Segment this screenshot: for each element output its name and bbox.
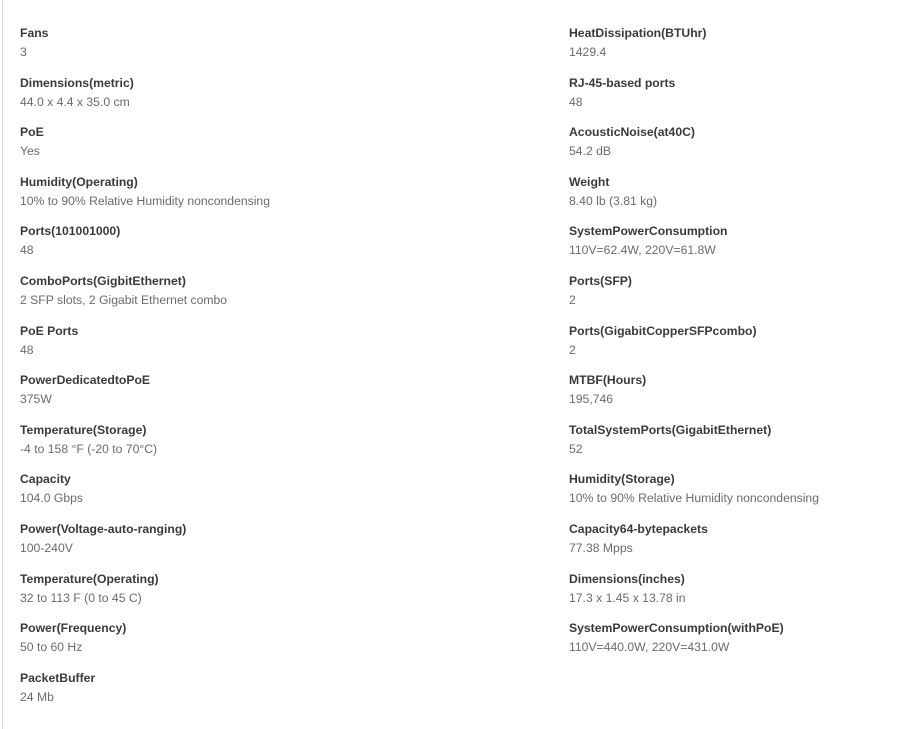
spec-label: Temperature(Storage) xyxy=(20,422,147,437)
spec-value: 2 xyxy=(569,292,576,307)
spec-value: 48 xyxy=(569,94,583,109)
spec-label: Temperature(Operating) xyxy=(20,571,159,586)
spec-value: 1429.4 xyxy=(569,45,607,59)
spec-item xyxy=(569,123,909,173)
spec-value: 2 SFP slots, 2 Gigabit Ethernet combo xyxy=(20,292,228,307)
spec-item xyxy=(20,24,420,74)
spec-item xyxy=(20,520,420,570)
spec-label: PowerDedicatedtoPoE xyxy=(20,373,151,388)
spec-item xyxy=(20,470,420,520)
spec-value: 52 xyxy=(569,441,583,456)
spec-item xyxy=(569,24,909,74)
spec-value: 24 Mb xyxy=(20,689,54,704)
spec-value: -4 to 158 °F (-20 to 70°C) xyxy=(20,441,158,456)
spec-label: Humidity(Operating) xyxy=(20,174,138,189)
spec-label: Power(Voltage-auto-ranging) xyxy=(20,521,187,536)
spec-item xyxy=(20,371,420,421)
spec-value: 54.2 dB xyxy=(569,144,612,159)
spec-label: RJ-45-based ports xyxy=(569,75,676,90)
spec-value: 44.0 x 4.4 x 35.0 cm xyxy=(20,94,130,109)
spec-item xyxy=(569,470,909,520)
spec-value: 2 xyxy=(569,342,576,357)
spec-value: 104.0 Gbps xyxy=(20,491,84,506)
spec-label: Capacity64-bytepackets xyxy=(569,521,708,536)
spec-item xyxy=(569,520,909,570)
spec-value: 32 to 113 F (0 to 45 C) xyxy=(20,590,142,605)
spec-item xyxy=(20,570,420,620)
spec-label: ComboPorts(GigbitEthernet) xyxy=(20,273,186,288)
spec-label: Ports(SFP) xyxy=(569,273,632,288)
spec-label: Dimensions(inches) xyxy=(569,571,685,586)
spec-item xyxy=(20,619,420,669)
spec-value: 100-240V xyxy=(20,540,73,555)
spec-label: Ports(101001000) xyxy=(20,224,121,239)
spec-column-right xyxy=(569,24,909,669)
spec-item xyxy=(20,272,420,322)
spec-column-left xyxy=(20,24,420,718)
spec-value: 48 xyxy=(20,243,34,258)
spec-value: 17.3 x 1.45 x 13.78 in xyxy=(569,590,686,605)
spec-label: SystemPowerConsumption xyxy=(569,224,728,239)
spec-item xyxy=(20,421,420,471)
spec-label: AcousticNoise(at40C) xyxy=(569,125,695,140)
spec-item xyxy=(20,669,420,719)
spec-item xyxy=(569,570,909,620)
spec-item xyxy=(20,322,420,372)
spec-label: PoE Ports xyxy=(20,323,79,338)
spec-value: 375W xyxy=(20,392,52,407)
spec-label: PacketBuffer xyxy=(20,670,96,685)
spec-value: 10% to 90% Relative Humidity noncondensing xyxy=(569,491,819,506)
spec-value: 48 xyxy=(20,342,34,357)
spec-value: 77.38 Mpps xyxy=(569,540,633,555)
spec-label: Dimensions(metric) xyxy=(20,75,134,90)
spec-value: 8.40 lb (3.81 kg) xyxy=(569,193,658,208)
spec-label: Fans xyxy=(20,26,49,40)
spec-item xyxy=(569,421,909,471)
spec-label: Humidity(Storage) xyxy=(569,472,675,487)
spec-label: HeatDissipation(BTUhr) xyxy=(569,26,707,40)
spec-item xyxy=(569,173,909,223)
spec-item xyxy=(20,173,420,223)
spec-item xyxy=(20,74,420,124)
spec-item xyxy=(20,222,420,272)
spec-label: Weight xyxy=(569,174,610,189)
spec-item xyxy=(569,619,909,669)
spec-item xyxy=(569,74,909,124)
spec-value: 110V=62.4W, 220V=61.8W xyxy=(569,243,716,258)
spec-item xyxy=(569,371,909,421)
spec-value: 50 to 60 Hz xyxy=(20,640,83,655)
spec-item xyxy=(20,123,420,173)
spec-label: Capacity xyxy=(20,472,71,487)
spec-value: 10% to 90% Relative Humidity noncondensing xyxy=(20,193,270,208)
spec-value: 3 xyxy=(20,45,27,59)
spec-item xyxy=(569,222,909,272)
spec-label: TotalSystemPorts(GigabitEthernet) xyxy=(569,422,772,437)
spec-item xyxy=(569,322,909,372)
spec-value: 110V=440.0W, 220V=431.0W xyxy=(569,640,730,655)
spec-label: Ports(GigabitCopperSFPcombo) xyxy=(569,323,757,338)
spec-item xyxy=(569,272,909,322)
spec-label: Power(Frequency) xyxy=(20,621,127,636)
spec-value: 195,746 xyxy=(569,392,614,407)
spec-label: MTBF(Hours) xyxy=(569,373,647,388)
spec-label: SystemPowerConsumption(withPoE) xyxy=(569,621,784,636)
spec-label: PoE xyxy=(20,125,44,140)
spec-value: Yes xyxy=(20,144,40,159)
